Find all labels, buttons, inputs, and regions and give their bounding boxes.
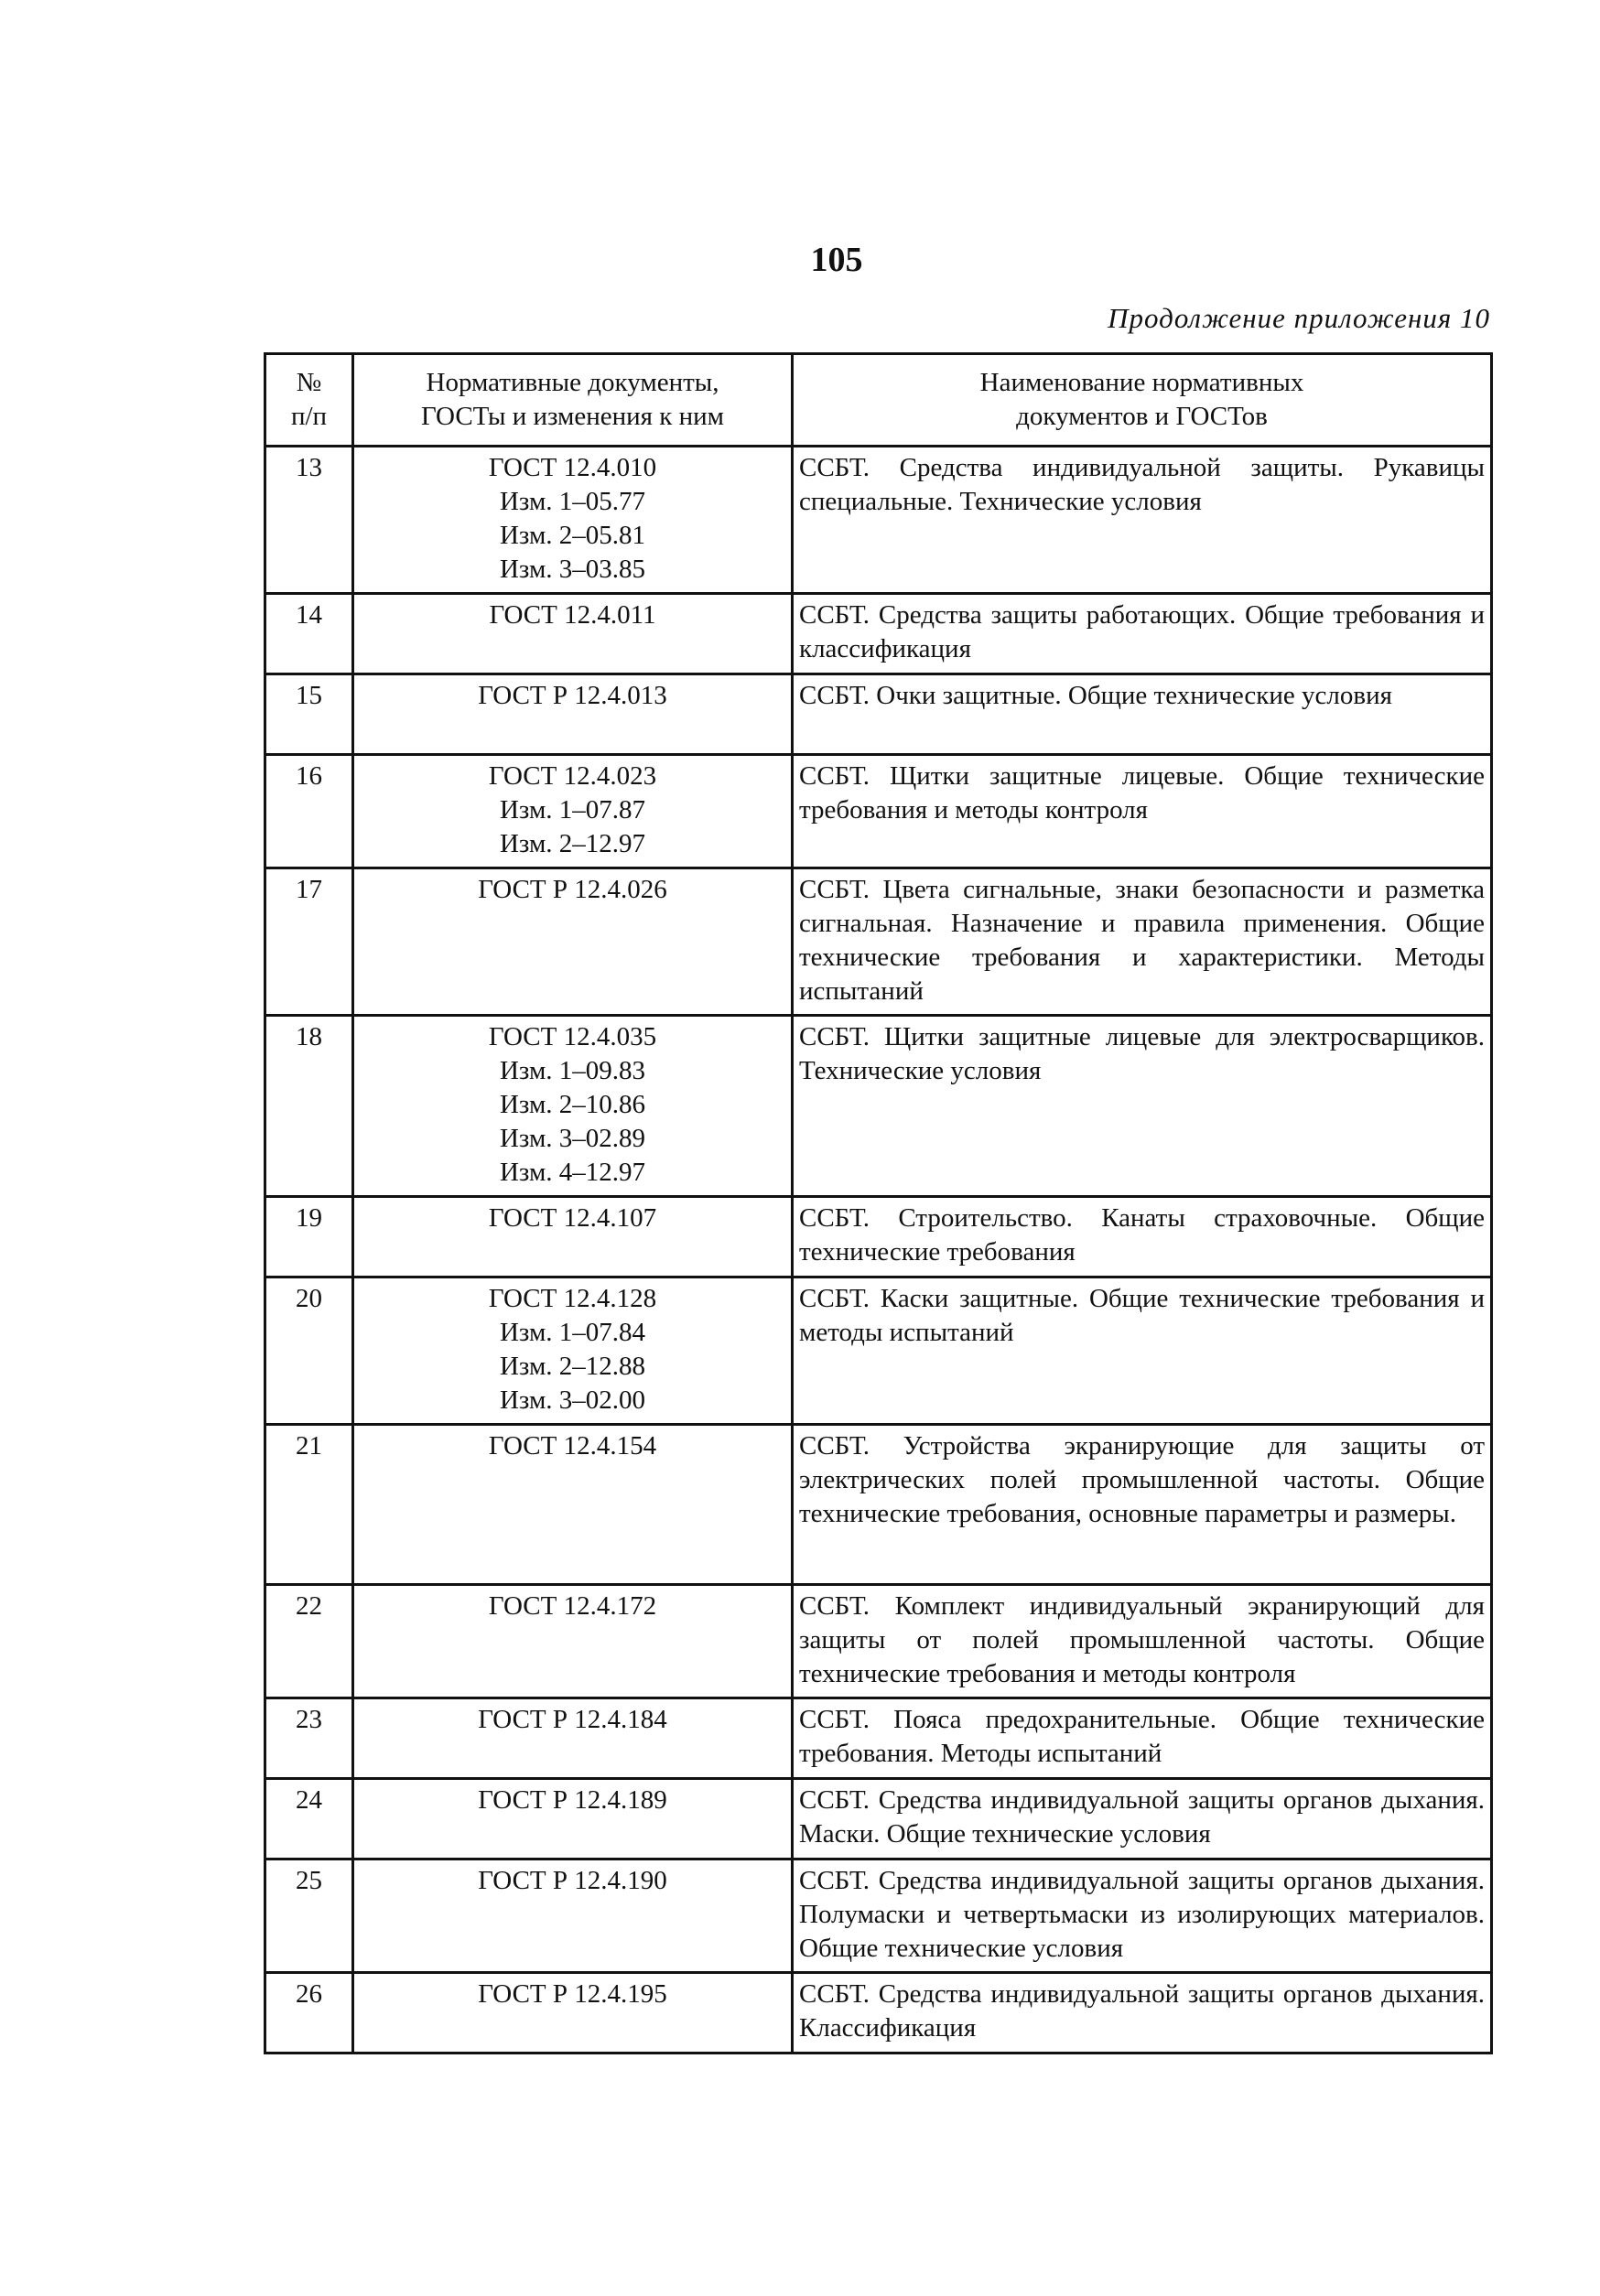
amendment: Изм. 1–07.84 — [499, 1318, 646, 1347]
row-name-cell: ССБТ. Средства индивидуальной защиты органов дыхания. Классификация — [793, 1973, 1492, 2053]
table-header-row — [265, 354, 1492, 447]
row-name-cell: ССБТ. Средства индивидуальной защиты. Рукавицы специальные. Технические условия — [793, 447, 1492, 594]
table-row — [265, 1585, 1492, 1698]
row-number-cell: 26 — [265, 1973, 353, 2053]
row-name-cell: ССБТ. Средства защиты работающих. Общие требования и классификация — [793, 594, 1492, 674]
row-documents-cell — [353, 594, 793, 674]
table-row — [265, 447, 1492, 594]
amendment: Изм. 3–02.00 — [499, 1385, 646, 1415]
row-name-cell: ССБТ. Цвета сигнальные, знаки безопасности и разметка сигнальная. Назначение и правила применения. Общие технические требования и характеристики. Методы испытаний — [793, 868, 1492, 1016]
amendment: Изм. 2–12.97 — [499, 829, 646, 858]
gost-code: ГОСТ 12.4.010 — [488, 453, 657, 482]
gost-code: ГОСТ Р 12.4.195 — [478, 1979, 667, 2009]
table-row — [265, 1016, 1492, 1197]
row-number-cell: 15 — [265, 674, 353, 755]
row-number-cell: 22 — [265, 1585, 353, 1698]
row-number-cell: 13 — [265, 447, 353, 594]
row-documents-cell — [353, 1277, 793, 1425]
row-name-cell: ССБТ. Средства индивидуальной защиты органов дыхания. Полумаски и четвертьмаски из изолирующих материалов. Общие технические условия — [793, 1859, 1492, 1973]
table-row — [265, 868, 1492, 1016]
gost-code: ГОСТ Р 12.4.184 — [478, 1705, 667, 1734]
row-name-cell: ССБТ. Устройства экранирующие для защиты от электрических полей промышленной частоты. Общие технические требования, основные параметры и размеры. — [793, 1425, 1492, 1585]
row-name-cell: ССБТ. Пояса предохранительные. Общие технические требования. Методы испытаний — [793, 1698, 1492, 1779]
row-documents-cell — [353, 1973, 793, 2053]
table-row — [265, 1197, 1492, 1277]
gost-code: ГОСТ 12.4.023 — [488, 761, 657, 791]
header-documents-line: ГОСТы и изменения к ним — [421, 402, 724, 431]
gost-code: ГОСТ 12.4.172 — [488, 1591, 657, 1621]
row-documents-cell — [353, 1585, 793, 1698]
page-number: 105 — [810, 241, 863, 279]
header-documents-line: Нормативные документы, — [426, 368, 719, 397]
row-number-cell: 25 — [265, 1859, 353, 1973]
row-number-cell: 20 — [265, 1277, 353, 1425]
amendment: Изм. 2–05.81 — [499, 521, 646, 550]
row-number-cell: 17 — [265, 868, 353, 1016]
table-row — [265, 1859, 1492, 1973]
gost-table — [264, 352, 1493, 2054]
gost-code: ГОСТ Р 12.4.026 — [478, 875, 667, 904]
row-documents-cell — [353, 1425, 793, 1585]
row-name-cell: ССБТ. Щитки защитные лицевые для электросварщиков. Технические условия — [793, 1016, 1492, 1197]
row-number-cell: 18 — [265, 1016, 353, 1197]
row-name-cell: ССБТ. Строительство. Канаты страховочные. Общие технические требования — [793, 1197, 1492, 1277]
table-row — [265, 594, 1492, 674]
row-documents-cell — [353, 868, 793, 1016]
header-name — [793, 354, 1492, 447]
row-documents-cell — [353, 1016, 793, 1197]
row-documents-cell — [353, 1859, 793, 1973]
row-documents-cell — [353, 1698, 793, 1779]
row-number-cell: 21 — [265, 1425, 353, 1585]
row-name-cell: ССБТ. Щитки защитные лицевые. Общие технические требования и методы контроля — [793, 755, 1492, 868]
table-row — [265, 1425, 1492, 1585]
header-documents — [353, 354, 793, 447]
table-row — [265, 1277, 1492, 1425]
gost-code: ГОСТ Р 12.4.190 — [478, 1866, 667, 1895]
header-num-line: п/п — [290, 402, 328, 431]
row-number-cell: 24 — [265, 1779, 353, 1859]
header-num-line: № — [296, 368, 322, 397]
amendment: Изм. 2–12.88 — [499, 1352, 646, 1381]
table-row — [265, 1779, 1492, 1859]
row-name-cell: ССБТ. Комплект индивидуальный экранирующий для защиты от полей промышленной частоты. Общие технические требования и методы контроля — [793, 1585, 1492, 1698]
gost-code: ГОСТ 12.4.107 — [488, 1203, 657, 1233]
gost-code: ГОСТ 12.4.035 — [488, 1022, 657, 1051]
row-documents-cell — [353, 1197, 793, 1277]
row-number-cell: 23 — [265, 1698, 353, 1779]
table-row — [265, 1698, 1492, 1779]
table-row — [265, 755, 1492, 868]
amendment: Изм. 3–03.85 — [499, 555, 646, 584]
row-name-cell: ССБТ. Очки защитные. Общие технические условия — [793, 674, 1492, 755]
table-body — [265, 447, 1492, 2053]
table-row — [265, 674, 1492, 755]
gost-code: ГОСТ 12.4.011 — [489, 600, 656, 630]
amendment: Изм. 1–07.87 — [499, 795, 646, 825]
amendment: Изм. 1–05.77 — [499, 487, 646, 516]
amendment: Изм. 2–10.86 — [499, 1090, 646, 1119]
gost-code: ГОСТ Р 12.4.013 — [478, 681, 667, 710]
header-num — [265, 354, 353, 447]
row-number-cell: 14 — [265, 594, 353, 674]
row-number-cell: 16 — [265, 755, 353, 868]
table-row — [265, 1973, 1492, 2053]
row-documents-cell — [353, 674, 793, 755]
header-name-line: документов и ГОСТов — [1016, 402, 1268, 431]
gost-code: ГОСТ Р 12.4.189 — [478, 1785, 667, 1815]
gost-code: ГОСТ 12.4.154 — [488, 1431, 657, 1461]
amendment: Изм. 4–12.97 — [499, 1158, 646, 1187]
header-name-line: Наименование нормативных — [979, 368, 1304, 397]
row-documents-cell — [353, 1779, 793, 1859]
gost-code: ГОСТ 12.4.128 — [488, 1284, 657, 1313]
row-name-cell: ССБТ. Средства индивидуальной защиты органов дыхания. Маски. Общие технические условия — [793, 1779, 1492, 1859]
row-documents-cell — [353, 755, 793, 868]
amendment: Изм. 1–09.83 — [499, 1056, 646, 1085]
continuation-note: Продолжение приложения 10 — [1108, 302, 1490, 334]
amendment: Изм. 3–02.89 — [499, 1124, 646, 1153]
row-name-cell: ССБТ. Каски защитные. Общие технические требования и методы испытаний — [793, 1277, 1492, 1425]
row-number-cell: 19 — [265, 1197, 353, 1277]
row-documents-cell — [353, 447, 793, 594]
